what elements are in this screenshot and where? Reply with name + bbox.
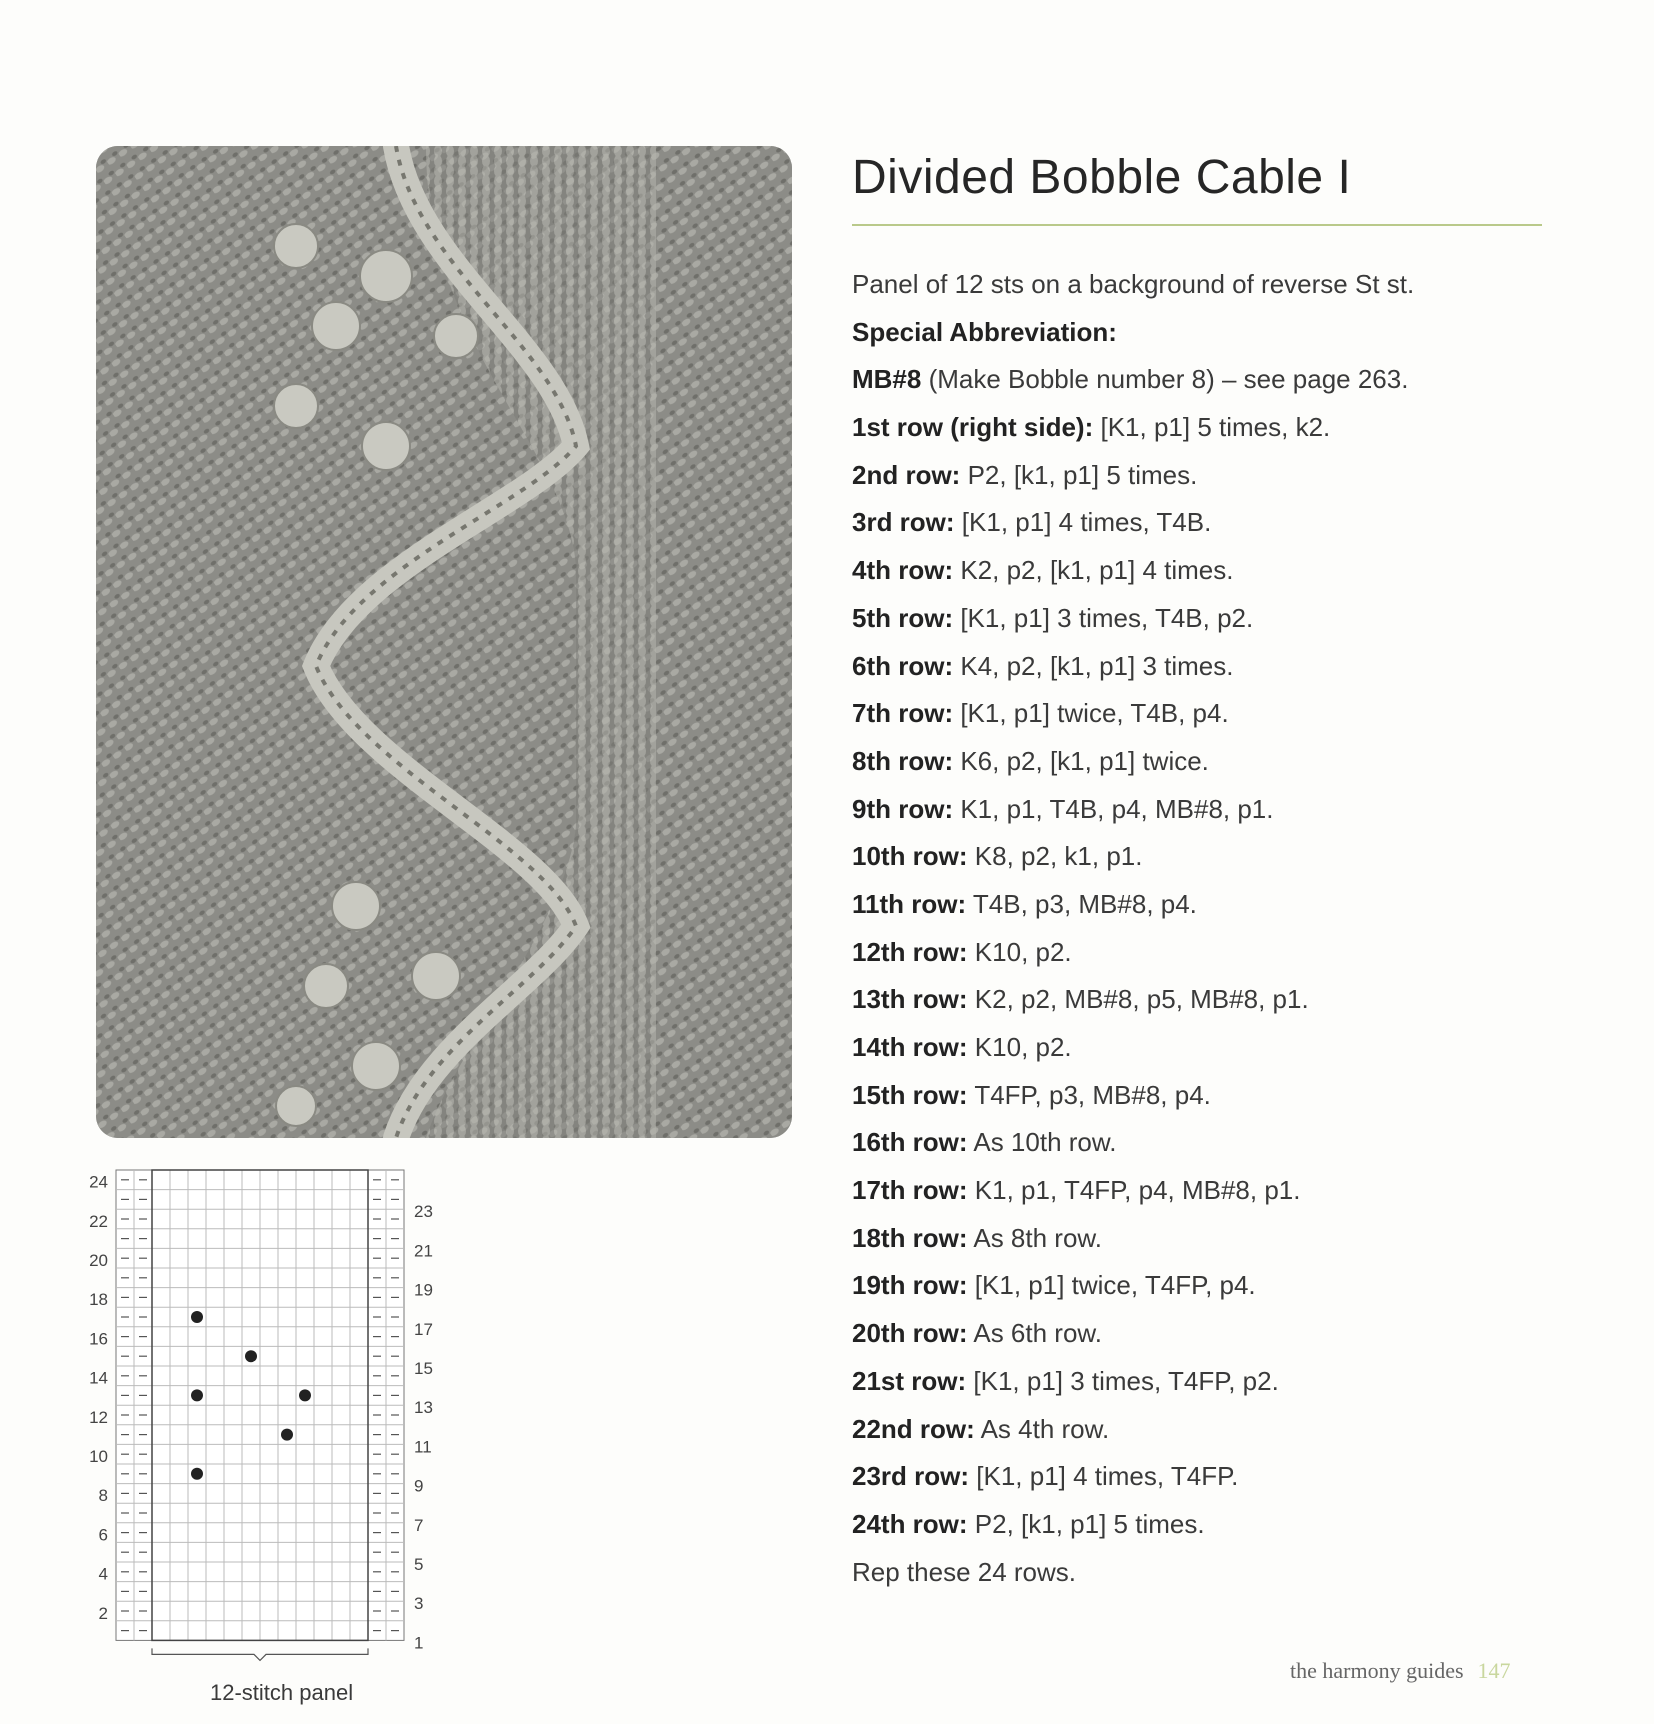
bobble-symbol [281, 1429, 293, 1441]
instruction-row [852, 1025, 1552, 1073]
row-number-right: 7 [414, 1515, 424, 1535]
row-label: 6th row: [852, 650, 954, 681]
instruction-row [852, 1502, 1552, 1550]
row-label: 15th row: [852, 1079, 968, 1110]
row-number-right: 3 [414, 1594, 424, 1614]
row-number-left: 6 [98, 1525, 108, 1545]
row-text: P2, [k1, p1] 5 times. [967, 1508, 1205, 1539]
row-number-left: 8 [98, 1486, 108, 1506]
row-number-left: 10 [89, 1447, 108, 1467]
row-label: 2nd row: [852, 459, 961, 490]
row-label: 14th row: [852, 1032, 968, 1062]
chart-grid [86, 1162, 506, 1682]
instruction-row [852, 644, 1552, 692]
repeat-note: Rep these 24 rows. [852, 1556, 1077, 1587]
instruction-row [852, 787, 1552, 835]
row-number-right: 15 [414, 1359, 433, 1379]
instruction-row [852, 405, 1552, 453]
special-text: (Make Bobble number 8) – see page 263. [921, 364, 1409, 395]
row-label: 20th row: [852, 1318, 968, 1349]
bobble-symbol [299, 1389, 311, 1401]
row-number-right: 9 [414, 1476, 424, 1496]
row-label: 3rd row: [852, 507, 955, 538]
panel-label: 12-stitch panel [210, 1680, 354, 1705]
row-label: 21st row: [852, 1365, 967, 1396]
row-number-left: 20 [89, 1251, 108, 1271]
guide-name: the harmony guides [1290, 1658, 1464, 1683]
stitch-chart [86, 1162, 506, 1712]
row-label: 12th row: [852, 936, 968, 967]
swatch-photo [96, 146, 792, 1138]
row-label: 8th row: [852, 745, 954, 776]
row-text: K2, p2, [k1, p1] 4 times. [953, 555, 1234, 586]
instruction-row [852, 453, 1552, 501]
row-label: 5th row: [852, 602, 954, 633]
instruction-row [852, 1216, 1552, 1264]
row-text: [K1, p1] twice, T4B, p4. [953, 698, 1229, 729]
row-label: 19th row: [852, 1270, 968, 1301]
row-text: K10, p2. [967, 1032, 1072, 1062]
row-label: 16th row: [852, 1127, 968, 1158]
row-text: T4FP, p3, MB#8, p4. [967, 1079, 1211, 1110]
row-label: 23rd row: [852, 1461, 970, 1492]
row-number-left: 16 [89, 1329, 108, 1349]
row-number-right: 13 [414, 1398, 433, 1418]
instruction-row [852, 548, 1552, 596]
row-text: As 8th row. [967, 1222, 1102, 1253]
row-text: As 4th row. [974, 1413, 1110, 1444]
row-label: 9th row: [852, 793, 954, 824]
row-label: 24th row: [852, 1508, 968, 1539]
title-divider [852, 224, 1542, 226]
instruction-row [852, 596, 1552, 644]
panel-description: Panel of 12 sts on a background of reverse St st. [852, 269, 1415, 299]
row-number-right: 1 [414, 1633, 424, 1653]
row-text: [K1, p1] 5 times, k2. [1093, 412, 1331, 443]
row-number-left: 24 [89, 1172, 108, 1192]
row-text: T4B, p3, MB#8, p4. [966, 888, 1197, 919]
row-number-left: 18 [89, 1290, 108, 1310]
row-number-left: 2 [98, 1603, 108, 1623]
instruction-row [852, 930, 1552, 978]
pattern-title: Divided Bobble Cable I [852, 151, 1352, 204]
bobble-symbol [191, 1311, 203, 1323]
pattern-instructions [852, 262, 1552, 1597]
row-text: [K1, p1] 4 times, T4B. [954, 507, 1212, 538]
special-abbreviation [852, 357, 1552, 405]
instruction-row [852, 1454, 1552, 1502]
row-list [852, 405, 1552, 1550]
instruction-row [852, 834, 1552, 882]
row-label: 7th row: [852, 698, 954, 729]
panel-brace [152, 1648, 368, 1660]
row-text: K6, p2, [k1, p1] twice. [953, 745, 1209, 776]
row-text: [K1, p1] 3 times, T4FP, p2. [966, 1365, 1279, 1396]
row-text: [K1, p1] 4 times, T4FP. [969, 1461, 1239, 1492]
row-number-right: 19 [414, 1280, 433, 1300]
row-text: As 6th row. [967, 1318, 1102, 1349]
special-abbreviation-heading [852, 310, 1552, 358]
page-footer [1290, 1658, 1511, 1684]
row-text: K8, p2, k1, p1. [967, 841, 1143, 872]
bobble-symbol [191, 1389, 203, 1401]
instruction-row [852, 1120, 1552, 1168]
instruction-row [852, 882, 1552, 930]
instruction-row [852, 1168, 1552, 1216]
page-number: 147 [1477, 1658, 1511, 1683]
row-label: 18th row: [852, 1222, 968, 1253]
row-label: 4th row: [852, 555, 954, 586]
instruction-row [852, 1407, 1552, 1455]
row-text: P2, [k1, p1] 5 times. [960, 459, 1198, 490]
instruction-row [852, 691, 1552, 739]
row-number-right: 17 [414, 1319, 433, 1339]
instruction-row [852, 1311, 1552, 1359]
row-text: K4, p2, [k1, p1] 3 times. [953, 650, 1234, 681]
row-text: K1, p1, T4FP, p4, MB#8, p1. [967, 1175, 1301, 1206]
row-text: K1, p1, T4B, p4, MB#8, p1. [953, 793, 1274, 824]
special-heading: Special Abbreviation: [852, 316, 1117, 347]
row-text: [K1, p1] 3 times, T4B, p2. [953, 602, 1254, 633]
bobble-symbol [191, 1468, 203, 1480]
row-text: K2, p2, MB#8, p5, MB#8, p1. [967, 984, 1309, 1015]
row-number-right: 5 [414, 1555, 424, 1575]
instruction-row [852, 1359, 1552, 1407]
row-number-right: 23 [414, 1202, 433, 1222]
row-label: 22nd row: [852, 1413, 975, 1444]
instruction-row [852, 1073, 1552, 1121]
row-text: [K1, p1] twice, T4FP, p4. [967, 1270, 1256, 1301]
special-term: MB#8 [852, 364, 922, 395]
row-label: 17th row: [852, 1175, 968, 1206]
row-number-left: 14 [89, 1368, 108, 1388]
instruction-row [852, 739, 1552, 787]
bobble-symbol [245, 1350, 257, 1362]
instruction-row [852, 1263, 1552, 1311]
row-number-left: 12 [89, 1407, 108, 1427]
row-text: As 10th row. [967, 1127, 1117, 1158]
row-text: K10, p2. [967, 936, 1072, 967]
row-label: 11th row: [852, 888, 967, 919]
row-label: 10th row: [852, 841, 968, 872]
instruction-row [852, 977, 1552, 1025]
row-number-right: 11 [414, 1437, 432, 1457]
row-number-left: 4 [98, 1564, 108, 1584]
row-number-right: 21 [414, 1241, 433, 1261]
row-label: 13th row: [852, 984, 968, 1015]
row-label: 1st row (right side): [852, 412, 1094, 443]
instruction-row [852, 500, 1552, 548]
row-number-left: 22 [89, 1211, 108, 1231]
